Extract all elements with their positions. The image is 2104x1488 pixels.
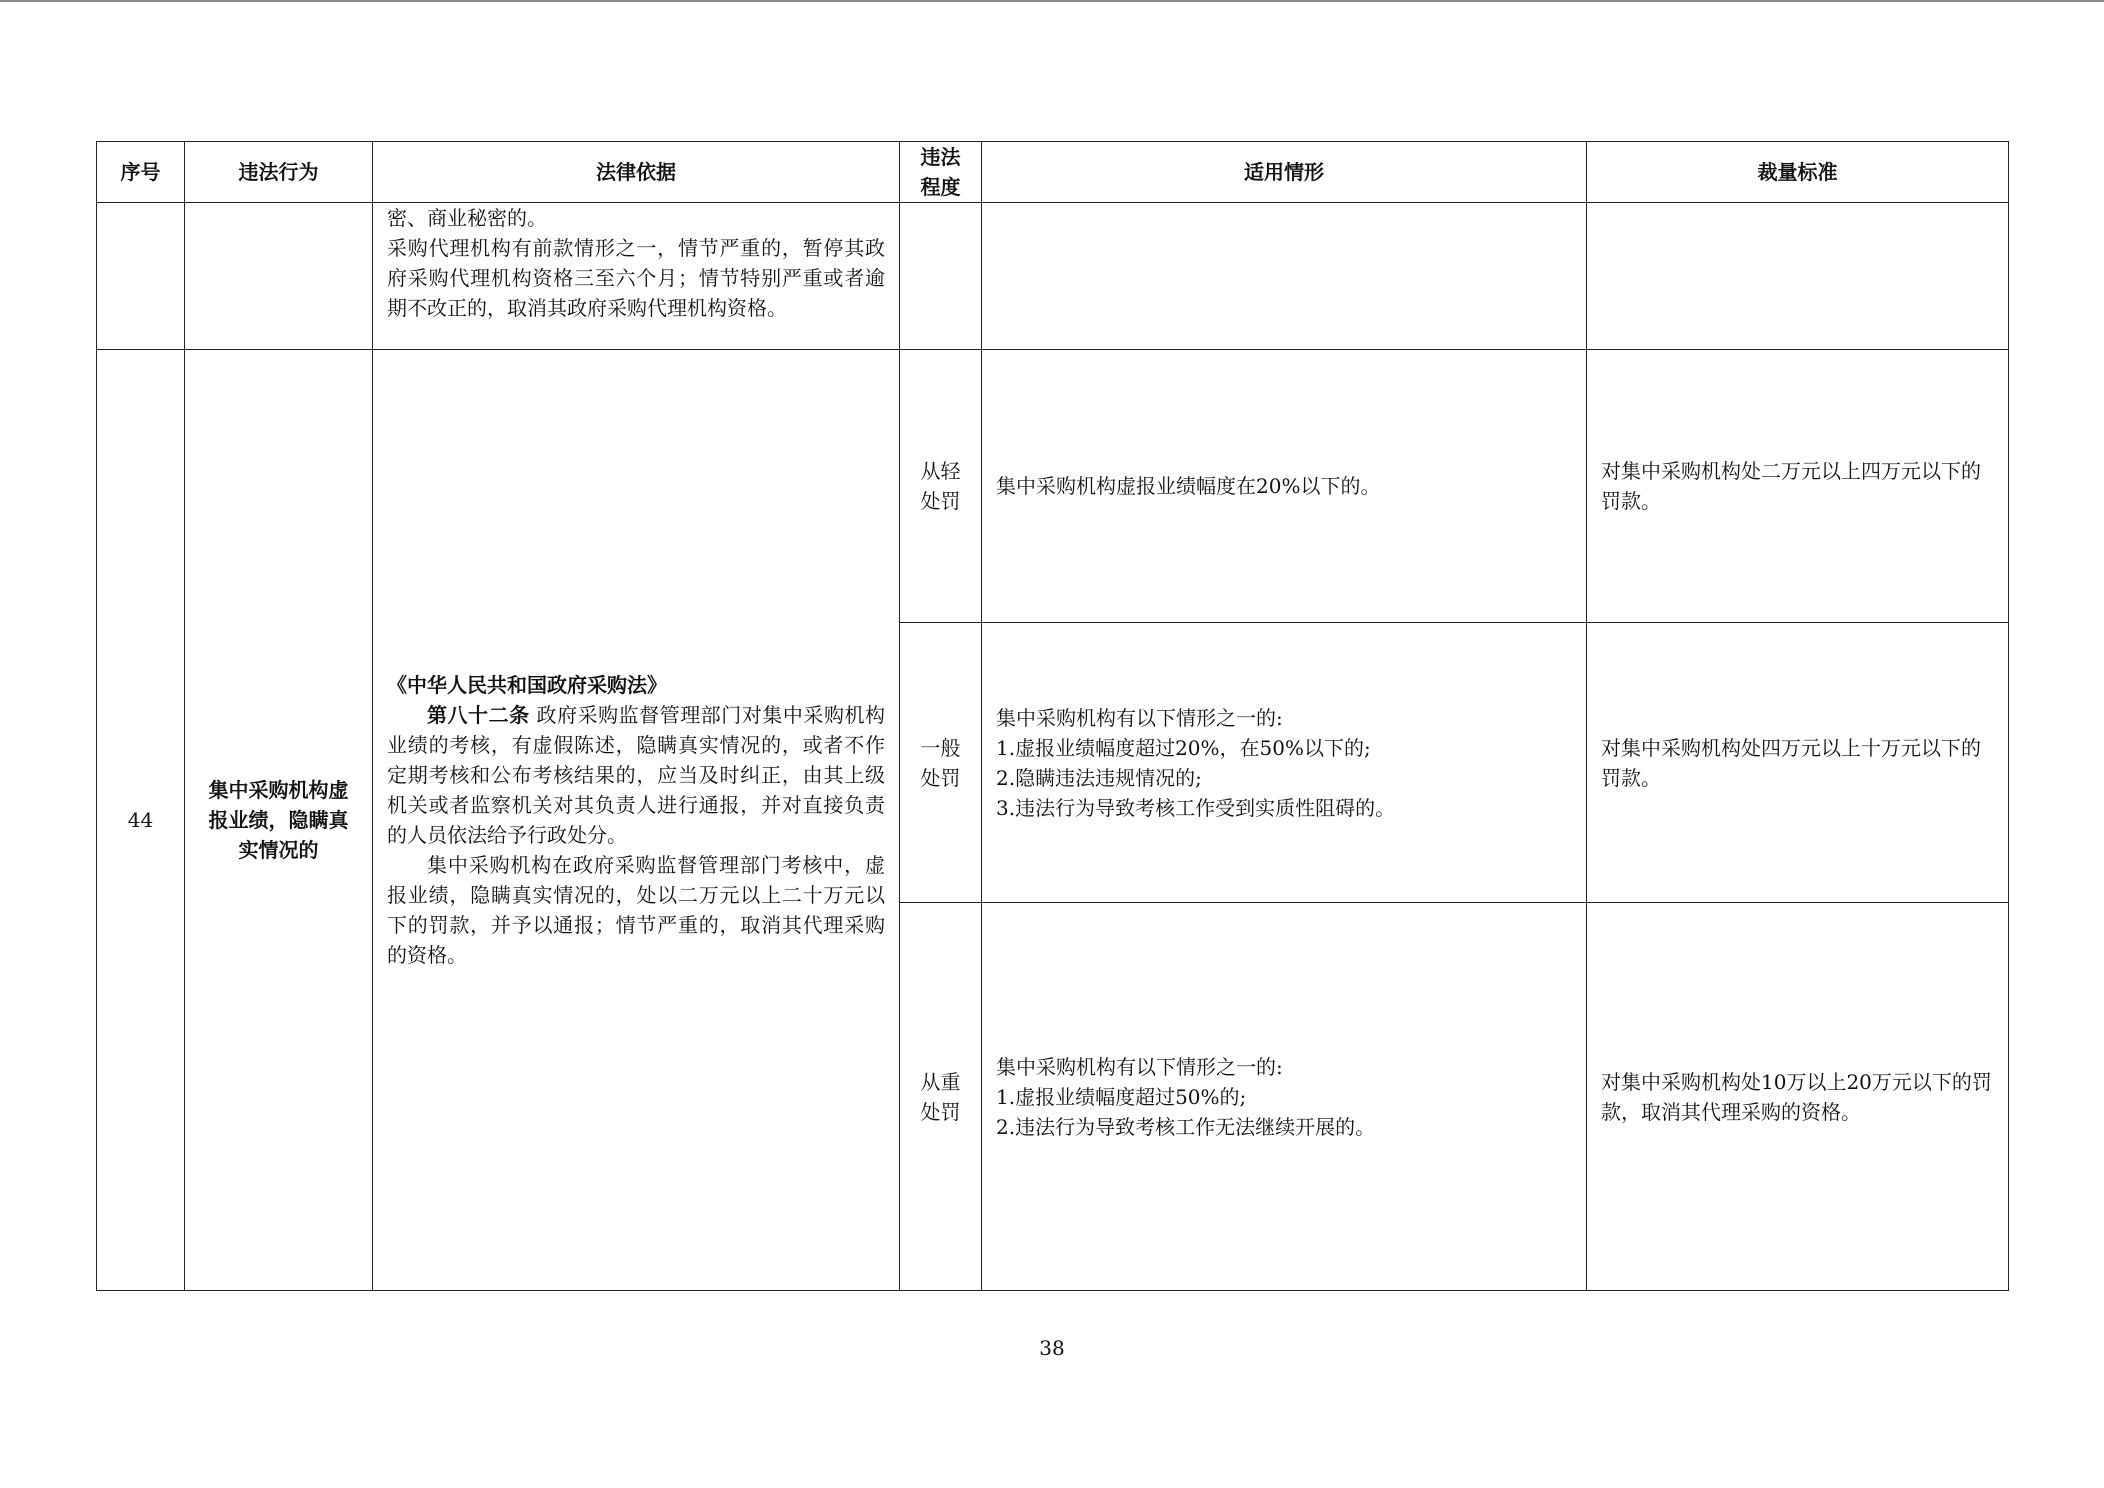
cell-degree-empty [900,203,982,350]
table-row-continuation [97,203,2009,350]
cell-degree-general [900,623,982,903]
cell-standard-empty [1587,203,2009,350]
header-serial-number: 序号 [97,142,185,203]
case-general-line4: 3.违法行为导致考核工作受到实质性阻碍的。 [996,795,1396,820]
header-degree-line1: 违法 [920,145,961,169]
table-header-row [97,142,2009,203]
degree-general-line1: 一般 [920,735,961,760]
cell-case-empty [982,203,1587,350]
cell-standard-general: 对集中采购机构处四万元以上十万元以下的罚款。 [1587,623,2009,903]
cell-standard-light: 对集中采购机构处二万元以上四万元以下的罚款。 [1587,350,2009,623]
page-number: 38 [1039,1336,1065,1360]
cell-case-severe [982,903,1587,1291]
degree-general-line2: 处罚 [920,765,961,790]
discretion-standards-table [96,141,2009,1291]
case-general-line1: 集中采购机构有以下情形之一的: [996,705,1283,730]
cell-degree-light [900,350,982,623]
header-applicable-case: 适用情形 [982,142,1587,203]
law-continued-paragraph: 采购代理机构有前款情形之一，情节严重的，暂停其政府采购代理机构资格三至六个月；情节特别严重或者逾期不改正的，取消其政府采购代理机构资格。 [387,236,885,320]
degree-severe-line2: 处罚 [920,1099,961,1124]
degree-severe-line1: 从重 [920,1069,961,1094]
degree-light-line2: 处罚 [920,489,961,513]
header-degree-line2: 程度 [920,175,961,199]
case-severe-line1: 集中采购机构有以下情形之一的: [996,1054,1283,1079]
case-severe-line2: 1.虚报业绩幅度超过50%的; [996,1084,1247,1109]
case-general-line2: 1.虚报业绩幅度超过20%，在50%以下的; [996,735,1371,760]
law-second-paragraph: 集中采购机构在政府采购监督管理部门考核中，虚报业绩，隐瞒真实情况的，处以二万元以上二十万元以下的罚款，并予以通报；情节严重的，取消其代理采购的资格。 [387,853,885,967]
cell-case-light [982,350,1587,623]
cell-serial-empty [97,203,185,350]
header-legal-basis: 法律依据 [373,142,900,203]
law-continued-line: 密、商业秘密的。 [387,206,547,230]
header-standard: 裁量标准 [1587,142,2009,203]
law-article-paragraph [387,700,885,850]
degree-light-line1: 从轻 [920,459,961,483]
case-light-line1: 集中采购机构虚报业绩幅度在20%以下的。 [996,474,1381,498]
header-violation: 违法行为 [185,142,373,203]
case-general-line3: 2.隐瞒违法违规情况的; [996,765,1202,790]
cell-degree-severe [900,903,982,1291]
table-row-44-light [97,350,2009,623]
cell-violation-44: 集中采购机构虚报业绩，隐瞒真实情况的 [185,350,373,1291]
cell-legal-basis-continued [373,203,900,350]
case-severe-line3: 2.违法行为导致考核工作无法继续开展的。 [996,1114,1376,1139]
cell-case-general [982,623,1587,903]
header-degree [900,142,982,203]
law-article-text: 政府采购监督管理部门对集中采购机构业绩的考核，有虚假陈述，隐瞒真实情况的，或者不作定期考核和公布考核结果的，应当及时纠正，由其上级机关或者监察机关对其负责人进行通报，并对直接负责的人员依法给予行政处分。 [387,703,886,847]
cell-standard-severe: 对集中采购机构处10万以上20万元以下的罚款，取消其代理采购的资格。 [1587,903,2009,1291]
cell-violation-empty [185,203,373,350]
law-title: 《中华人民共和国政府采购法》 [387,673,667,697]
cell-serial-44: 44 [97,350,185,1291]
cell-legal-basis-44 [373,350,900,1291]
law-article-number: 第八十二条 [427,703,530,727]
page-top-border [0,0,2104,2]
